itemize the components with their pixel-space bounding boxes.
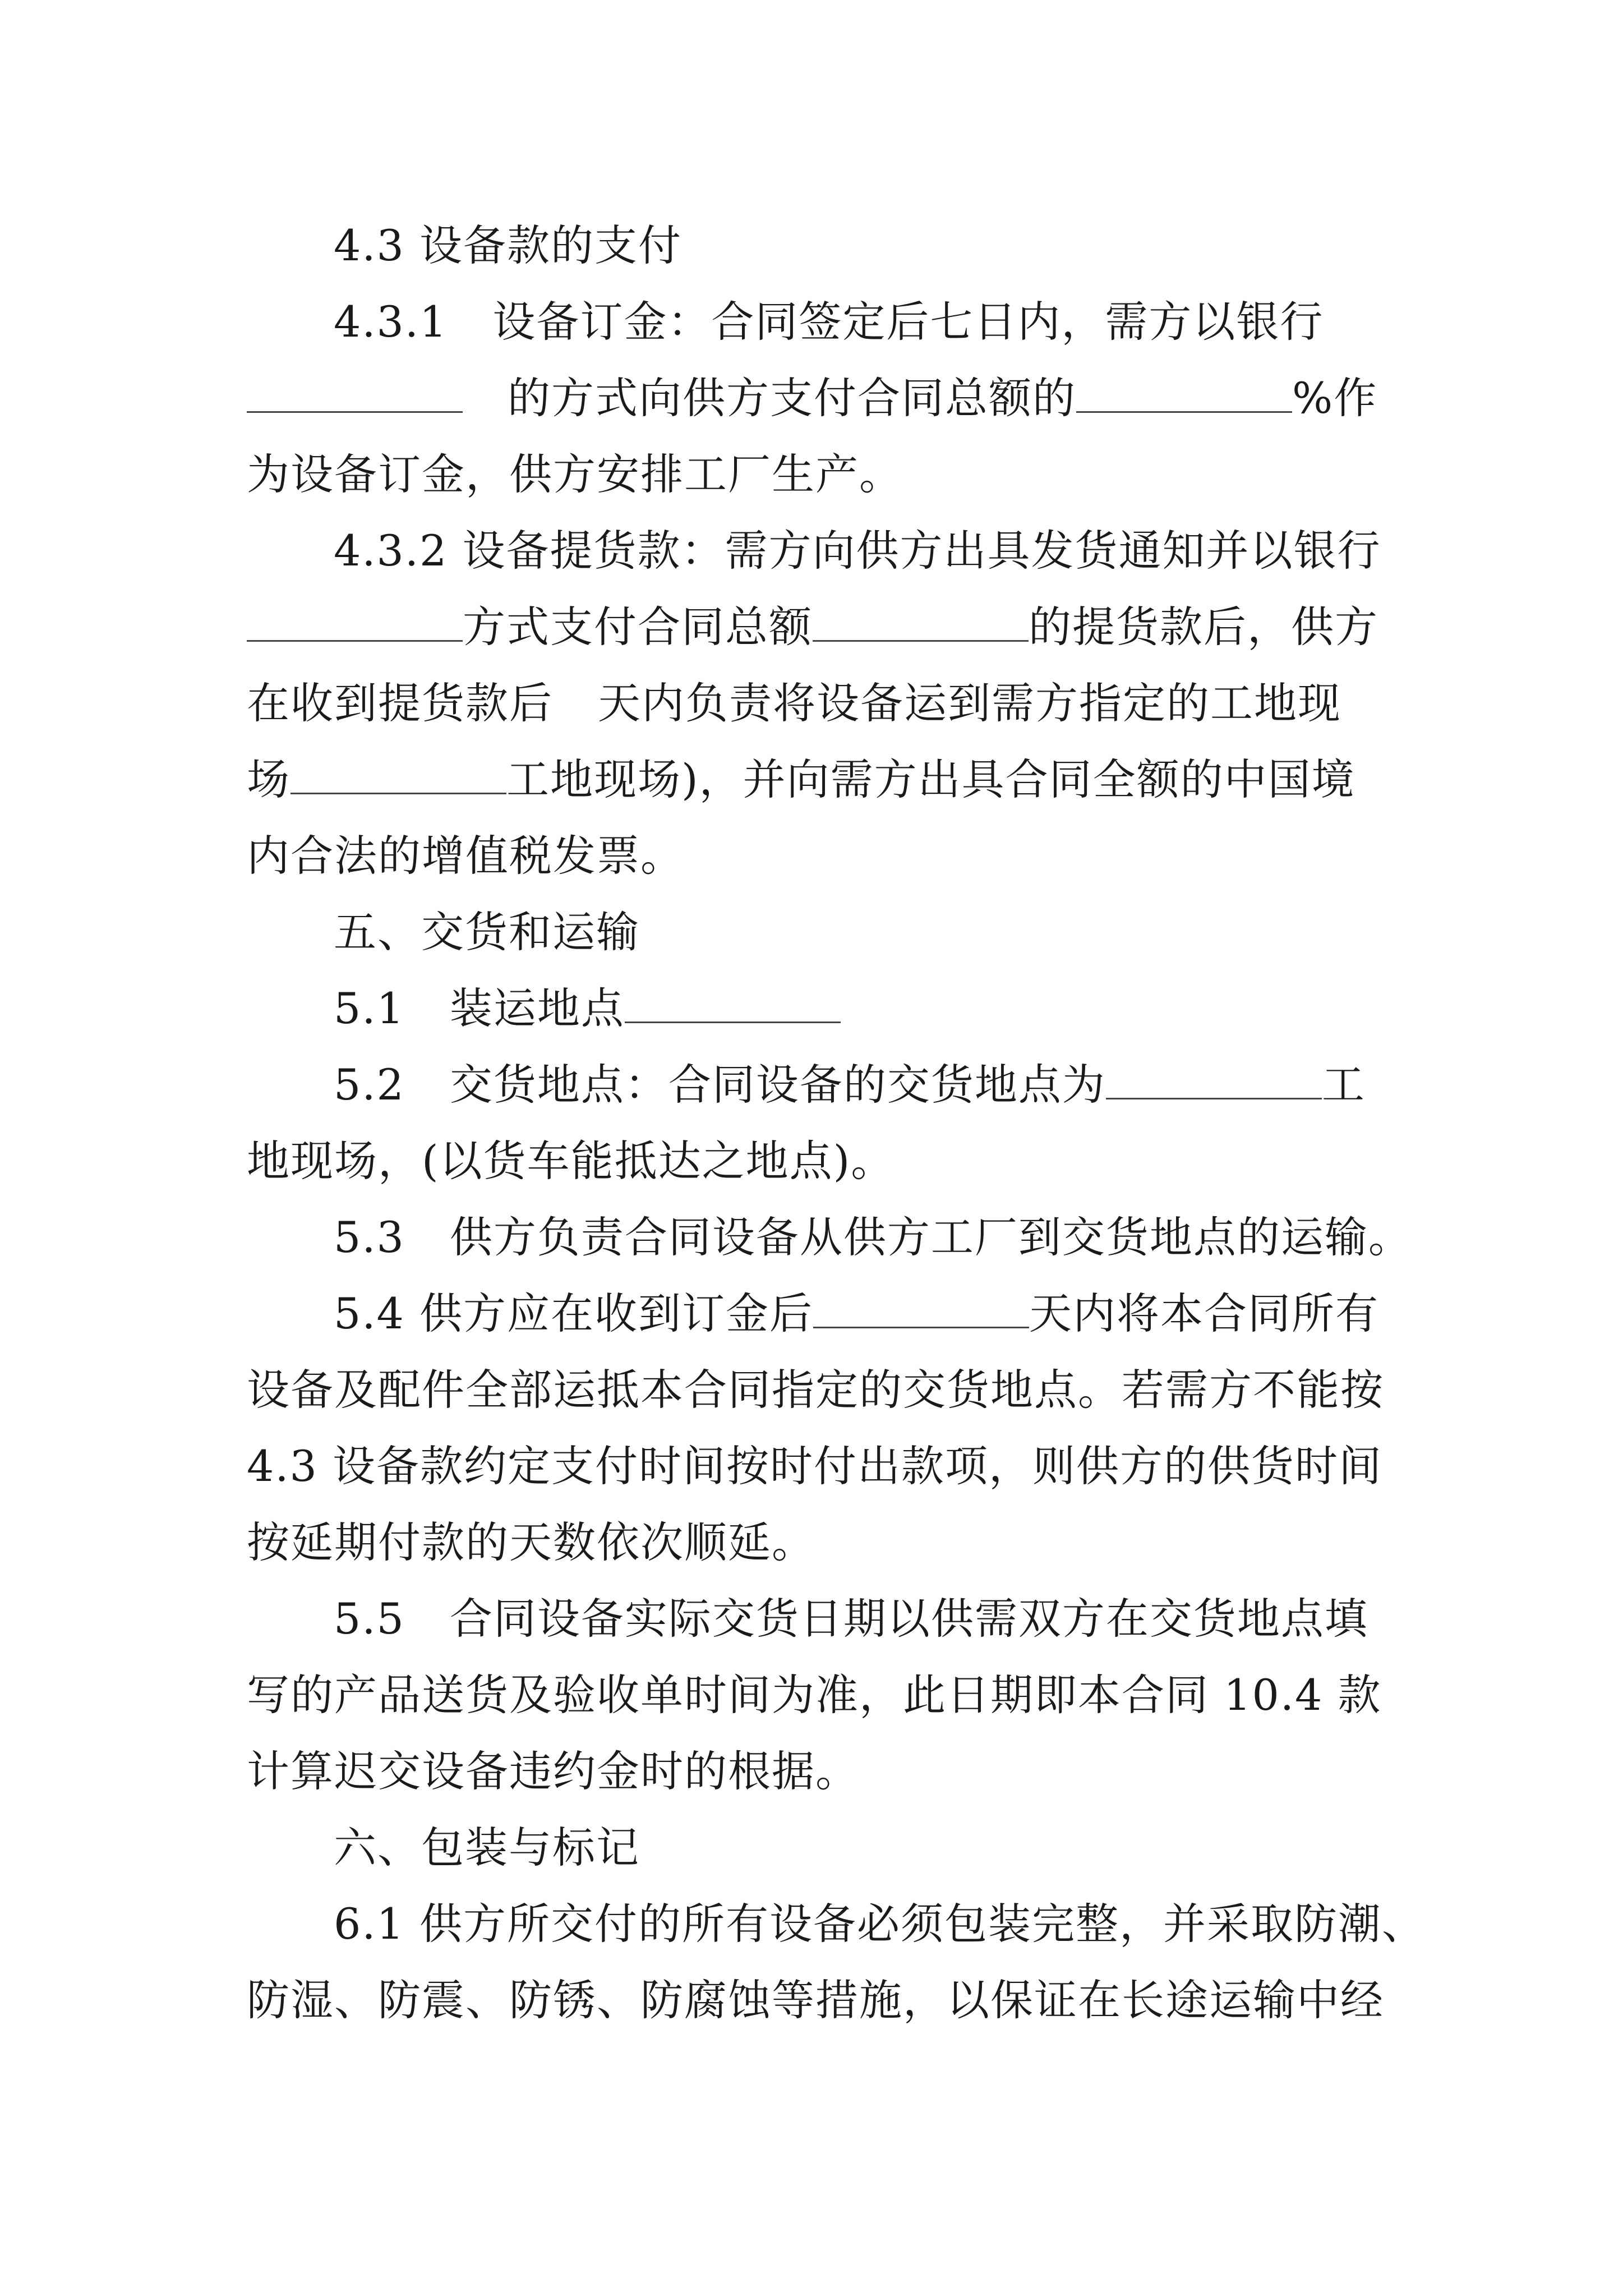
line-text: 供方负责合同设备从供方工厂到交货地点的运输。 bbox=[449, 1212, 1412, 1262]
line-text: 4.3 设备款约定支付时间按时付出款项，则供方的供货时间 bbox=[247, 1441, 1383, 1491]
line-text: %作 bbox=[1292, 373, 1378, 423]
line-text: 地现场，(以货车能抵达之地点)。 bbox=[247, 1136, 895, 1186]
paragraph-line bbox=[247, 1581, 1385, 1657]
clause-number: 5.3 bbox=[334, 1212, 405, 1262]
paragraph-line bbox=[247, 970, 1385, 1047]
line-text: 4.3 设备款的支付 bbox=[334, 220, 683, 270]
line-text: 防湿、防震、防锈、防腐蚀等措施，以保证在长途运输中经 bbox=[247, 1975, 1384, 2025]
paragraph-line bbox=[247, 1504, 1385, 1581]
line-text: 的方式向供方支付合同总额的 bbox=[508, 373, 1076, 423]
line-text: 装运地点 bbox=[449, 983, 625, 1033]
section-heading-5 bbox=[247, 894, 1385, 970]
line-text: 的提货款后，供方 bbox=[1029, 602, 1378, 652]
line-text: 场 bbox=[247, 754, 291, 804]
line-text: 设备及配件全部运抵本合同指定的交货地点。若需方不能按 bbox=[247, 1365, 1384, 1415]
fill-in-blank bbox=[813, 600, 1029, 642]
line-text: 为设备订金，供方安排工厂生产。 bbox=[247, 449, 903, 499]
paragraph-line bbox=[247, 1276, 1385, 1352]
paragraph-line bbox=[247, 1657, 1385, 1733]
paragraph-line bbox=[247, 513, 1385, 589]
paragraph-line bbox=[247, 1428, 1385, 1504]
clause-number: 4.3.1 bbox=[334, 297, 448, 347]
paragraph-line bbox=[247, 589, 1385, 665]
line-text: 五、交货和运输 bbox=[334, 907, 640, 957]
fill-in-blank bbox=[625, 981, 841, 1023]
line-text: 工地现场)，并向需方出具合同全额的中国境 bbox=[506, 754, 1355, 804]
clause-number: 5.5 bbox=[334, 1594, 405, 1644]
paragraph-line bbox=[247, 284, 1385, 360]
clause-number: 5.1 bbox=[334, 983, 405, 1033]
section-heading-4-3 bbox=[247, 208, 1385, 284]
clause-number: 5.2 bbox=[334, 1060, 405, 1110]
line-text: 方式支付合同总额 bbox=[463, 602, 813, 652]
paragraph-line bbox=[247, 1962, 1385, 2039]
paragraph-line bbox=[247, 665, 1385, 742]
fill-in-blank bbox=[247, 371, 463, 413]
line-text: 天内将本合同所有 bbox=[1029, 1289, 1380, 1338]
line-text: 写的产品送货及验收单时间为准，此日期即本合同 10.4 款 bbox=[247, 1670, 1382, 1720]
line-text: 天内负责将设备运到需方指定的工地现 bbox=[598, 678, 1341, 728]
paragraph-line bbox=[247, 436, 1385, 513]
fill-in-blank bbox=[1106, 1057, 1322, 1099]
line-text: 交货地点：合同设备的交货地点为 bbox=[449, 1060, 1106, 1110]
paragraph-line bbox=[247, 1047, 1385, 1123]
section-heading-6 bbox=[247, 1810, 1385, 1886]
document-body bbox=[247, 208, 1426, 2039]
paragraph-line bbox=[247, 1123, 1385, 1199]
line-text: 4.3.2 设备提货款：需方向供方出具发货通知并以银行 bbox=[334, 526, 1381, 576]
line-text: 5.4 供方应在收到订金后 bbox=[334, 1289, 814, 1338]
paragraph-line bbox=[247, 1352, 1385, 1428]
paragraph-line bbox=[247, 1886, 1426, 1962]
fill-in-blank bbox=[291, 752, 506, 794]
line-text: 在收到提货款后 bbox=[247, 678, 553, 728]
line-text: 6.1 供方所交付的所有设备必须包装完整，并采取防潮、 bbox=[334, 1899, 1426, 1949]
paragraph-line bbox=[247, 742, 1385, 818]
line-text: 按延期付款的天数依次顺延。 bbox=[247, 1517, 815, 1567]
fill-in-blank bbox=[1076, 371, 1292, 413]
fill-in-blank bbox=[247, 600, 463, 642]
paragraph-line bbox=[247, 360, 1385, 436]
line-text: 工 bbox=[1321, 1060, 1366, 1110]
line-text: 合同设备实际交货日期以供需双方在交货地点填 bbox=[449, 1594, 1368, 1644]
paragraph-line bbox=[247, 1733, 1385, 1810]
line-text: 内合法的增值税发票。 bbox=[247, 831, 684, 881]
fill-in-blank bbox=[813, 1286, 1029, 1328]
paragraph-line bbox=[247, 1199, 1412, 1276]
line-text: 六、包装与标记 bbox=[334, 1823, 640, 1872]
line-text: 设备订金：合同签定后七日内，需方以银行 bbox=[492, 297, 1324, 347]
line-text: 计算迟交设备违约金时的根据。 bbox=[247, 1746, 859, 1796]
paragraph-line bbox=[247, 818, 1385, 894]
